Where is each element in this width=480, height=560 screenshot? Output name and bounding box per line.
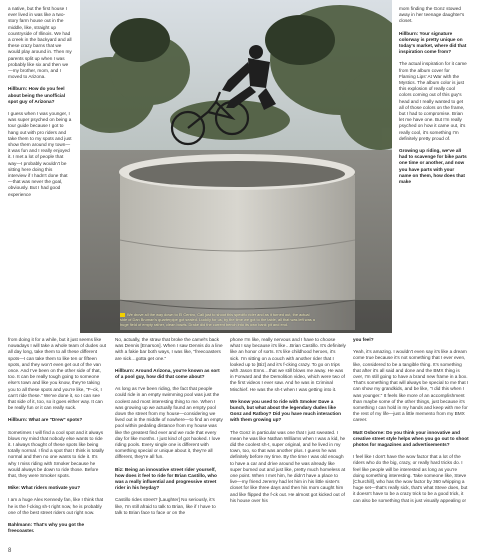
paragraph: No, actually, the straw that broke the camel's back was Dennis [Enarson]. When I saw Dennis do a line with a fakie bar both ways, I was like, "freecoasters are sick…gotta get one." (115, 337, 223, 361)
paragraph: Sometimes I will find a cool spot and it always blows my mind that nobody else wants to ride it. I always thought of these spots like being totally normal. I find a spot that I think is totally normal and then no one wants to ride it. It's why I miss riding with Smoker because he would always be down to ride those. Before that, they were Smoker spots. (8, 429, 104, 479)
paragraph: The Gonz in particular was one that I just sweated. I mean he was like Nathan Williams when I was a kid, he did the coolest sh-t, super original, and he lived in my town, too, so that was another plus. I guess he was definitely before my time. By the time I was old enough to have a car and drive around he was already like super burned out and just like, pretty much homeless at one point. When I met him, he didn't have a place to live—my friend Jeremy had let him in his little sister's closet for like three days and then his mom caught him and like flipped the f-ck out. He almost got kicked out of his house over his (230, 429, 346, 503)
paragraph: The actual inspiration for it came from the album cover for Flaming Lips' At War with the Mystics. The album color is just this explosion of really cool colors coming out of this guy's head and I really wanted to get all of those colors on the frame, but I had to compromise. Brian let me have one. But I'm really psyched on how it came out, it's really cool, it's something I'm definitely pretty proud of. (399, 61, 467, 141)
paragraph: from doing it for a while, but it just seems like nowadays I will take a whole team of dudes out all day long, take them to all these different spots—I can take them to like ten or fifteen spots, and they won't even get out of the van once. And I've been on the other side of that, too. It can be really tough going to someone else's town and like you know, they're taking you to all these spots and you're like, "F–ck, I can't ride these." We've done it, so I can see that side of it, too, so it goes either way. It can be really fun or it can really suck. (8, 337, 106, 411)
interview-question: Hillburn: Your signature colorway is pretty unique on today's market, where did that inspiration come from? (399, 30, 467, 55)
paragraph: I guess when I was younger, I was super psyched on being a tour guide because I got to hang out with pro riders and take them to my spots and just show them around my town—it was fun and I really enjoyed it. I met a lot of people that way—I probably wouldn't be sitting here doing this interview if I hadn't done that—that was never the goal, obviously. But I had good experience (8, 111, 72, 197)
paragraph: Castillo rides street? [Laughter] No seriously, it's like, I'm still afraid to talk to Brian, like if I have to talk to Brian face to face or on the (115, 497, 216, 515)
feature-photo (80, 0, 392, 333)
paragraph: a native, but the first house I ever lived in was like a two-story farm house out in the middle, like, straight up countryside of Illinois. We had a creek in the backyard and all these crazy barns that we would play around in. Then my parents split up when I was probably like six and then we—my brother, mom, and I moved to Arizona. (8, 6, 72, 80)
column-2 (115, 337, 223, 522)
column-right-top (399, 6, 467, 191)
caption-text: We drove all the way down to El Centro, Cali just to shoot this specific rider and as it turned out, the actual side of Dan Bruman's quarterpipe got sealed. Luckily for us, by the time we got to the table, all that was left was a huge field of empty rather, clean bowls. Drake did the current bench into its own bank pit and end. (120, 312, 315, 327)
interview-question: Hillburn: Around Arizona, you're known as sort of a pool guy, how did that come about? (115, 367, 220, 380)
interview-question: Biz: Being an innovative street rider yourself, how does it feel to ride for Brian Castillo, who was a really influential and progressive street rider in his heyday? (115, 466, 217, 491)
interview-question: Mike: What riders motivate you? (8, 485, 81, 491)
interview-question: Hillburn: How do you feel about being the unofficial spot guy of Arizona? (8, 86, 66, 104)
interview-question: Hillburn: What are "Drew" spots? (8, 417, 83, 423)
photo-caption (120, 312, 316, 327)
paragraph: As long as I've been riding, the fact that people could ride in an empty swimming pool was just the coolest and most interesting thing to me. When I was growing up we actually found an empty pool down the street from my house—considering we lived out in the middle of nowhere—to find an empty pool within pedaling distance from my house was like the greatest find ever and we rode that every day for like months. I just kind of got hooked. I love riding pools. Every single one is different with something special or unique about it, they're all different, they're all fun. (115, 386, 223, 460)
interview-question: you feel? (353, 337, 374, 342)
interview-question: We know you used to ride with Smoker Dave a bunch, but what about the legendary dudes like Gonz and Ratboy? Did you have much interaction with them growing up? (230, 398, 341, 423)
photo-illustration (80, 0, 392, 333)
paragraph: I am a huge Alex Kennedy fan, like I think that he is the f-cking sh-t right now, he is probably one of the best street riders out right now. (8, 497, 104, 515)
column-1 (8, 337, 106, 540)
paragraph: I feel like I don't have the wow factor that a lot of the riders who do the big, crazy, or really hard tricks do. I feel like people will be interested as long as you're doing something interesting. Take someone like, Steve [Churchill], who has the wow factor by 360 whipping a huge set—that's really sick, that's what Steve does, but it doesn't have to be a crazy trick to be a good trick, it can also be something that is just visually appealing or (353, 454, 468, 503)
interview-question: Growing up riding, we've all had to scavenge for bike parts one time or another, and now you have parts with your name on them, how does that make (399, 148, 467, 185)
column-left-top (8, 6, 72, 204)
column-4 (353, 337, 469, 510)
interview-question: Bahlmann: That's why you got the freecoaster. (8, 522, 85, 534)
paragraph: mom finding the Gonz stowed away in her teenage daughter's closet. (399, 6, 465, 24)
interview-question: Matt Osborne: Do you think your innovative and creative street style helps when you go out to shoot photos for magazines and advertisements? (353, 429, 469, 448)
paragraph: phone I'm like, really nervous and I have to choose what I say because it's like…Brian Castillo. It's definitely like an honor of sorts. It's like childhood heroes, it's sick. I'm sitting on a couch with another rider that I looked up to [Biz] and it's f-cking crazy. To go on trips with Jason Enns…that we still blows me away. He was in Forward and the Demolition video, which were two of the first videos I ever saw. And he was in Criminal Mischief. He was the sh-t when I was getting into it. (230, 337, 346, 392)
page-number: 8 (8, 548, 12, 554)
column-3 (230, 337, 346, 510)
paragraph: Yeah, it's amazing. I wouldn't even say it's like a dream come true because it's not something that I ever even, like, considered to be a tangible thing. It's something that after it's all said and done and the BMX thing is over, I'm still going to have a brand new frame in a box. That's something that will always be special to me that I can show my grandkids, and be like, "I did this when I was younger." It feels like more of an accomplishment than maybe some of the other things, just because it's something I can hold in my hands and keep with me for the rest of my life—just a little memento from my BMX career. (353, 349, 469, 423)
